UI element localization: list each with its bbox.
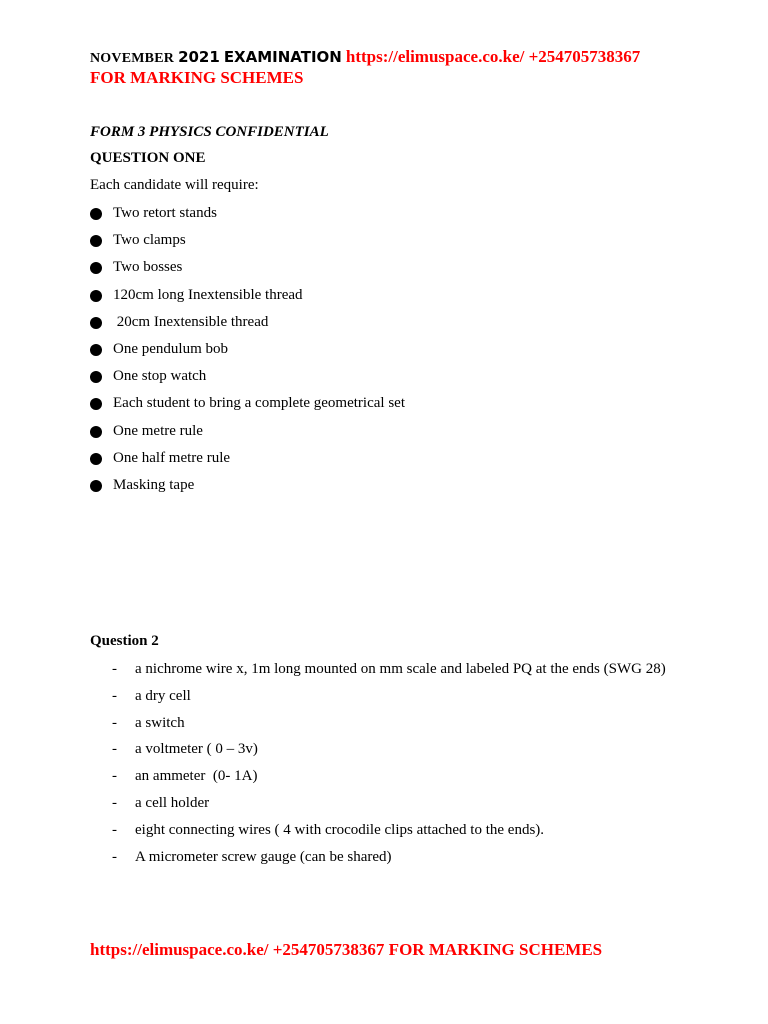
list-item <box>112 848 666 875</box>
question-two-list <box>112 660 666 874</box>
bullet-icon <box>90 235 102 247</box>
list-item <box>90 394 405 421</box>
list-item <box>112 794 666 821</box>
list-item-text: Two bosses <box>113 259 183 276</box>
list-item-text: Two clamps <box>113 232 186 249</box>
list-item-text: a nichrome wire x, 1m long mounted on mm scale and labeled PQ at the ends (SWG 28) <box>135 661 666 677</box>
header-link[interactable]: https://elimuspace.co.ke/ +254705738367 <box>345 47 641 66</box>
header-line <box>90 47 640 69</box>
document-subtitle: FORM 3 PHYSICS CONFIDENTIAL <box>90 124 329 140</box>
dash-marker: - <box>112 661 117 677</box>
header-month: NOVEMBER <box>90 51 175 66</box>
list-item <box>90 313 405 340</box>
dash-marker: - <box>112 768 117 785</box>
dash-marker: - <box>112 848 117 865</box>
dash-marker: - <box>112 687 117 704</box>
header-year: 2021 <box>178 48 220 66</box>
header-marking-schemes: FOR MARKING SCHEMES <box>90 68 304 87</box>
list-item-text: Two retort stands <box>113 205 217 221</box>
question-one-heading: QUESTION ONE <box>90 150 206 166</box>
list-item <box>90 204 405 231</box>
bullet-icon <box>90 453 102 465</box>
list-item-text: 20cm Inextensible thread <box>113 313 269 330</box>
list-item-text: One half metre rule <box>113 449 231 466</box>
bullet-icon <box>90 290 102 302</box>
list-item <box>112 714 666 741</box>
list-item <box>90 422 405 449</box>
bullet-icon <box>90 480 102 492</box>
list-item <box>112 687 666 714</box>
list-item <box>90 340 405 367</box>
list-item <box>90 258 405 285</box>
list-item-text: a cell holder <box>135 794 210 811</box>
list-item <box>112 767 666 794</box>
list-item <box>90 231 405 258</box>
list-item <box>90 449 405 476</box>
list-item-text: Each student to bring a complete geometrical set <box>113 395 405 412</box>
header-exam: EXAMINATION <box>223 48 342 66</box>
dash-marker: - <box>112 741 117 758</box>
list-item-text: One metre rule <box>113 422 203 439</box>
list-item <box>112 740 666 767</box>
list-item <box>90 367 405 394</box>
dash-marker: - <box>112 714 117 731</box>
list-item-text: One pendulum bob <box>113 340 228 357</box>
list-item-text: One stop watch <box>113 368 207 385</box>
list-item-text: eight connecting wires ( 4 with crocodile clips attached to the ends). <box>135 821 545 838</box>
bullet-icon <box>90 208 102 220</box>
bullet-icon <box>90 262 102 274</box>
question-one-intro: Each candidate will require: <box>90 177 259 193</box>
list-item-text: A micrometer screw gauge (can be shared) <box>135 848 392 865</box>
dash-marker: - <box>112 821 117 838</box>
list-item-text: a switch <box>135 714 185 731</box>
list-item <box>112 821 666 848</box>
footer-marking-schemes-link[interactable]: https://elimuspace.co.ke/ +254705738367 FOR MARKING SCHEMES <box>90 940 603 959</box>
bullet-icon <box>90 344 102 356</box>
list-item-text: an ammeter (0- 1A) <box>135 768 258 785</box>
bullet-icon <box>90 426 102 438</box>
bullet-icon <box>90 398 102 410</box>
list-item-text: Masking tape <box>113 476 195 493</box>
list-item <box>90 476 405 503</box>
question-one-list <box>90 204 405 503</box>
list-item-text: 120cm long Inextensible thread <box>113 286 303 303</box>
list-item <box>90 286 405 313</box>
list-item <box>112 660 666 687</box>
bullet-icon <box>90 371 102 383</box>
bullet-icon <box>90 317 102 329</box>
dash-marker: - <box>112 794 117 811</box>
list-item-text: a dry cell <box>135 687 191 704</box>
list-item-text: a voltmeter ( 0 – 3v) <box>135 741 258 758</box>
question-two-heading: Question 2 <box>90 633 159 649</box>
